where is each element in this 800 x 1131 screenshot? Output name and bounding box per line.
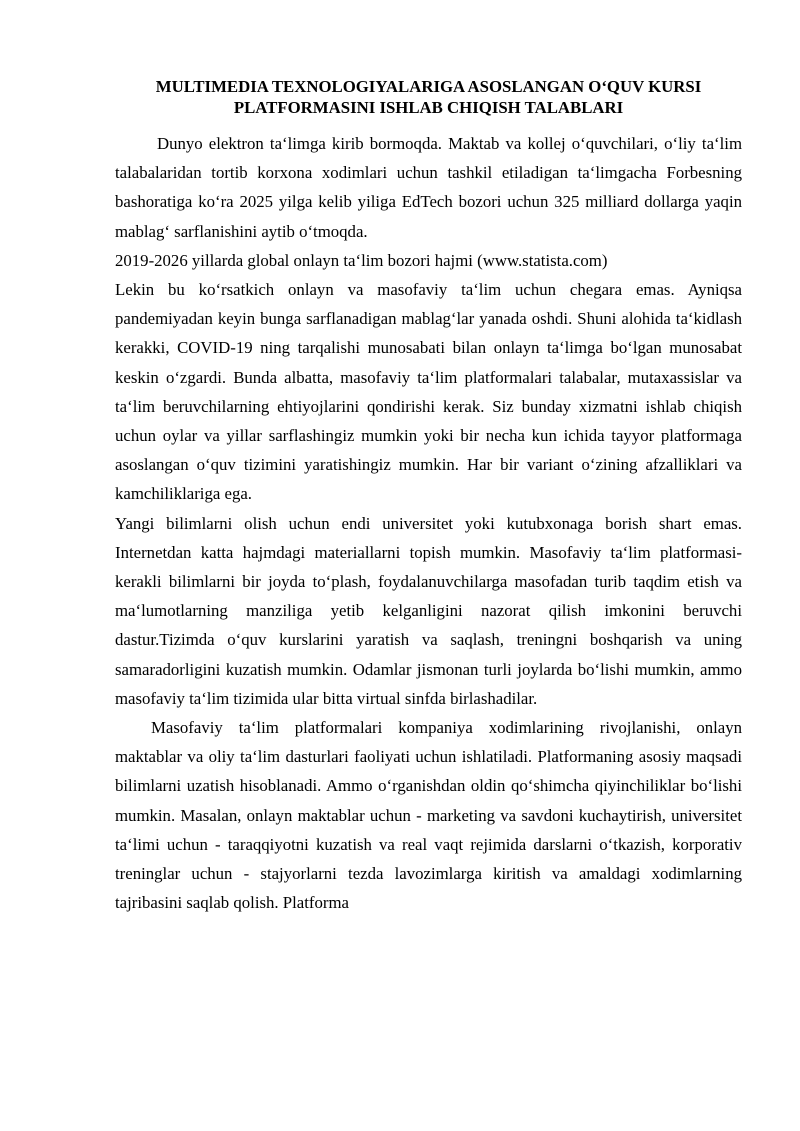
paragraph-intro: Dunyo elektron ta‘limga kirib bormoqda. Maktab va kollej o‘quvchilari, o‘liy ta‘lim talabalaridan tortib korxona xodimlari uchun tashkil etiladigan ta‘limgacha Forbesning bashoratiga ko‘ra 2025 yilga kelib yiliga EdTech bozori uchun 325 milliard dollarga yaqin mablag‘ sarflanishini aytib o‘tmoqda. (115, 134, 742, 241)
document-page (115, 76, 742, 917)
document-title-line-1: MULTIMEDIA TEXNOLOGIYALARIGA ASOSLANGAN O‘QUV KURSI (155, 77, 702, 96)
document-title (115, 76, 742, 118)
paragraph-pandemic: Lekin bu ko‘rsatkich onlayn va masofaviy ta‘lim uchun chegara emas. Ayniqsa pandemiyadan keyin bunga sarflanadigan mablag‘lar yanada oshdi. Shuni alohida ta‘kidlash kerakki, COVID-19 ning tarqalishi munosabati bilan onlayn ta‘limga bo‘lgan munosabat keskin o‘zgardi. Bunda albatta, masofaviy ta‘lim platformalari talabalar, mutaxassislar va ta‘lim beruvchilarning ehtiyojlarini qondirishi kerak. Siz bunday xizmatni ishlab chiqish uchun oylar va yillar sarflashingiz mumkin yoki bir necha kun ichida tayyor platformaga asoslangan o‘quv tizimini yaratishingiz mumkin. Har bir variant o‘zining afzalliklari va kamchiliklariga ega. (115, 280, 742, 504)
document-title-line-2: PLATFORMASINI ISHLAB CHIQISH TALABLARI (233, 98, 624, 117)
paragraph-platform-usage: Masofaviy ta‘lim platformalari kompaniya xodimlarining rivojlanishi, onlayn maktablar va oliy ta‘lim dasturlari faoliyati uchun ishlatiladi. Platformaning asosiy maqsadi bilimlarni uzatish hisoblanadi. Ammo o‘rganishdan oldin qo‘shimcha qiyinchiliklar bo‘lishi mumkin. Masalan, onlayn maktablar uchun - marketing va savdoni kuchaytirish, universitet ta‘limi uchun - taraqqiyotni kuzatish va real vaqt rejimida darslarni o‘tkazish, korporativ treninglar uchun - stajyorlarni tezda lavozimlarga kiritish va amaldagi xodimlarning tajribasini saqlab qolish. Platforma (115, 718, 742, 913)
paragraph-platform-definition: Yangi bilimlarni olish uchun endi universitet yoki kutubxonaga borish shart emas. Internetdan katta hajmdagi materiallarni topish mumkin. Masofaviy ta‘lim platformasi-kerakli bilimlarni bir joyda to‘plash, foydalanuvchilarga masofadan turib taqdim etish va ma‘lumotlarning manziliga yetib kelganligini nazorat qilish imkonini beruvchi dastur.Tizimda o‘quv kurslarini yaratish va saqlash, treningni boshqarish va uning samaradorligini kuzatish mumkin. Odamlar jismonan turli joylarda bo‘lishi mumkin, ammo masofaviy ta‘lim tizimida ular bitta virtual sinfda birlashadilar. (115, 513, 742, 708)
figure-caption: 2019-2026 yillarda global onlayn ta‘lim bozori hajmi (www.statista.com) (115, 250, 608, 270)
